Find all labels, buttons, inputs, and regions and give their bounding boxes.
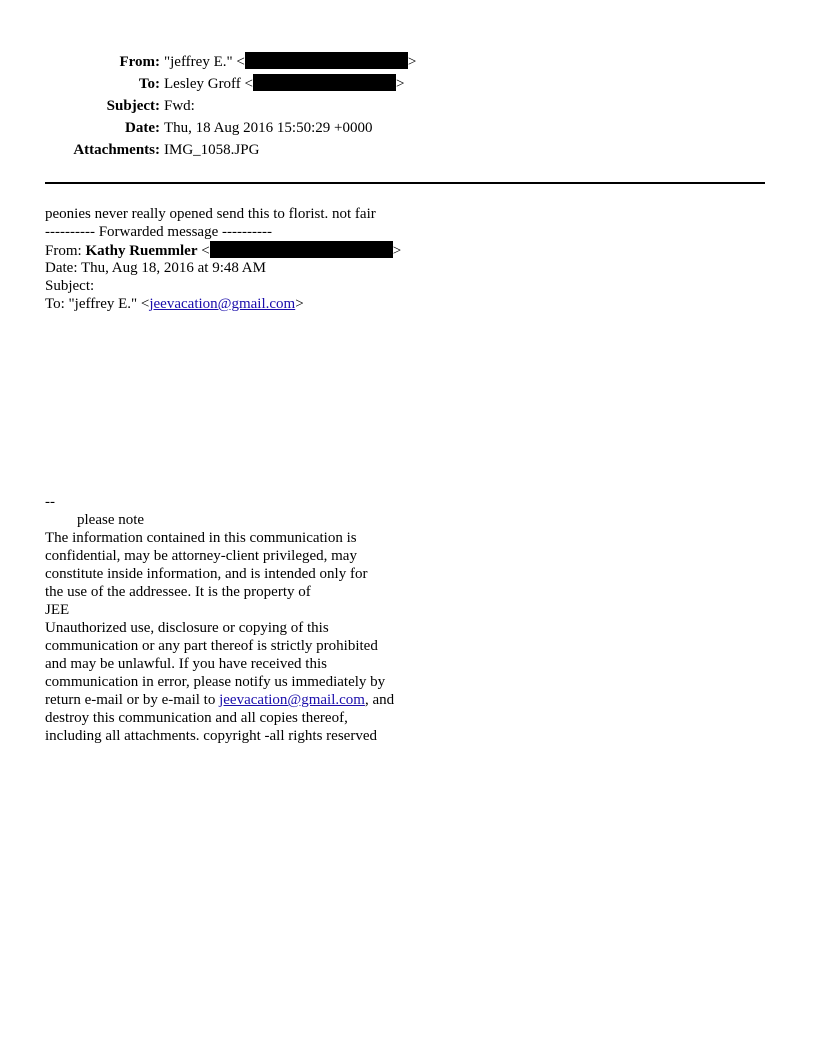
disclaimer-line: constitute inside information, and is intended only for bbox=[45, 566, 368, 582]
header-subject-row bbox=[0, 95, 816, 117]
attachment-filename[interactable]: IMG_1058.JPG bbox=[164, 142, 260, 158]
from-name: "jeffrey E." < bbox=[164, 54, 245, 70]
fwd-from-open: < bbox=[197, 243, 210, 259]
fwd-subject-line: Subject: bbox=[45, 278, 95, 294]
signature-dashes: -- bbox=[45, 494, 55, 510]
disclaimer-line: JEE bbox=[45, 602, 70, 618]
body-note: peonies never really opened send this to florist. not fair bbox=[45, 206, 376, 222]
please-note: please note bbox=[77, 512, 145, 528]
email-body bbox=[45, 205, 765, 313]
disclaimer-return-line bbox=[45, 691, 765, 709]
disclaimer-line: confidential, may be attorney-client privileged, may bbox=[45, 548, 357, 564]
redaction-block bbox=[253, 74, 396, 91]
disclaimer-line: communication in error, please notify us immediately by bbox=[45, 674, 386, 690]
from-close: > bbox=[407, 54, 417, 70]
header-from-row bbox=[0, 51, 816, 73]
fwd-date-line: Date: Thu, Aug 18, 2016 at 9:48 AM bbox=[45, 260, 266, 276]
subject-value: Fwd: bbox=[164, 98, 195, 114]
fwd-to-suffix: > bbox=[295, 296, 304, 312]
disclaimer-line: including all attachments. copyright -all rights reserved bbox=[45, 728, 377, 744]
header-divider bbox=[45, 182, 765, 184]
date-value: Thu, 18 Aug 2016 15:50:29 +0000 bbox=[164, 120, 373, 136]
to-name: Lesley Groff < bbox=[164, 76, 253, 92]
date-label: Date: bbox=[125, 120, 160, 136]
forwarded-divider: ---------- Forwarded message ---------- bbox=[45, 224, 272, 240]
from-label: From: bbox=[119, 54, 160, 70]
header-attachments-row bbox=[0, 139, 816, 161]
redaction-block bbox=[210, 241, 393, 258]
header-to-row bbox=[0, 73, 816, 95]
return-email-link[interactable]: jeevacation@gmail.com bbox=[219, 692, 365, 708]
from-value bbox=[164, 51, 416, 73]
fwd-from-line bbox=[45, 241, 765, 259]
to-value bbox=[164, 73, 404, 95]
attachments-label: Attachments: bbox=[73, 142, 160, 158]
header-date-row bbox=[0, 117, 816, 139]
disclaimer-line: communication or any part thereof is strictly prohibited bbox=[45, 638, 378, 654]
to-close: > bbox=[396, 76, 405, 92]
redaction-block bbox=[245, 52, 408, 69]
disclaimer-line: the use of the addressee. It is the property of bbox=[45, 584, 311, 600]
fwd-to-line bbox=[45, 295, 765, 313]
signature-block bbox=[45, 493, 765, 745]
fwd-from-name: Kathy Ruemmler bbox=[85, 243, 198, 259]
disclaimer-line: and may be unlawful. If you have received this bbox=[45, 656, 327, 672]
email-header bbox=[0, 51, 816, 161]
disclaimer-line: The information contained in this communication is bbox=[45, 530, 357, 546]
return-prefix: return e-mail or by e-mail to bbox=[45, 692, 220, 708]
disclaimer-line: Unauthorized use, disclosure or copying of this bbox=[45, 620, 329, 636]
fwd-to-prefix: To: "jeffrey E." < bbox=[45, 296, 150, 312]
disclaimer-line: destroy this communication and all copies thereof, bbox=[45, 710, 348, 726]
return-suffix: , and bbox=[364, 692, 395, 708]
to-label: To: bbox=[138, 76, 160, 92]
fwd-to-email-link[interactable]: jeevacation@gmail.com bbox=[149, 296, 296, 312]
fwd-from-label: From: bbox=[45, 243, 86, 259]
fwd-from-close: > bbox=[392, 243, 402, 259]
subject-label: Subject: bbox=[106, 98, 160, 114]
